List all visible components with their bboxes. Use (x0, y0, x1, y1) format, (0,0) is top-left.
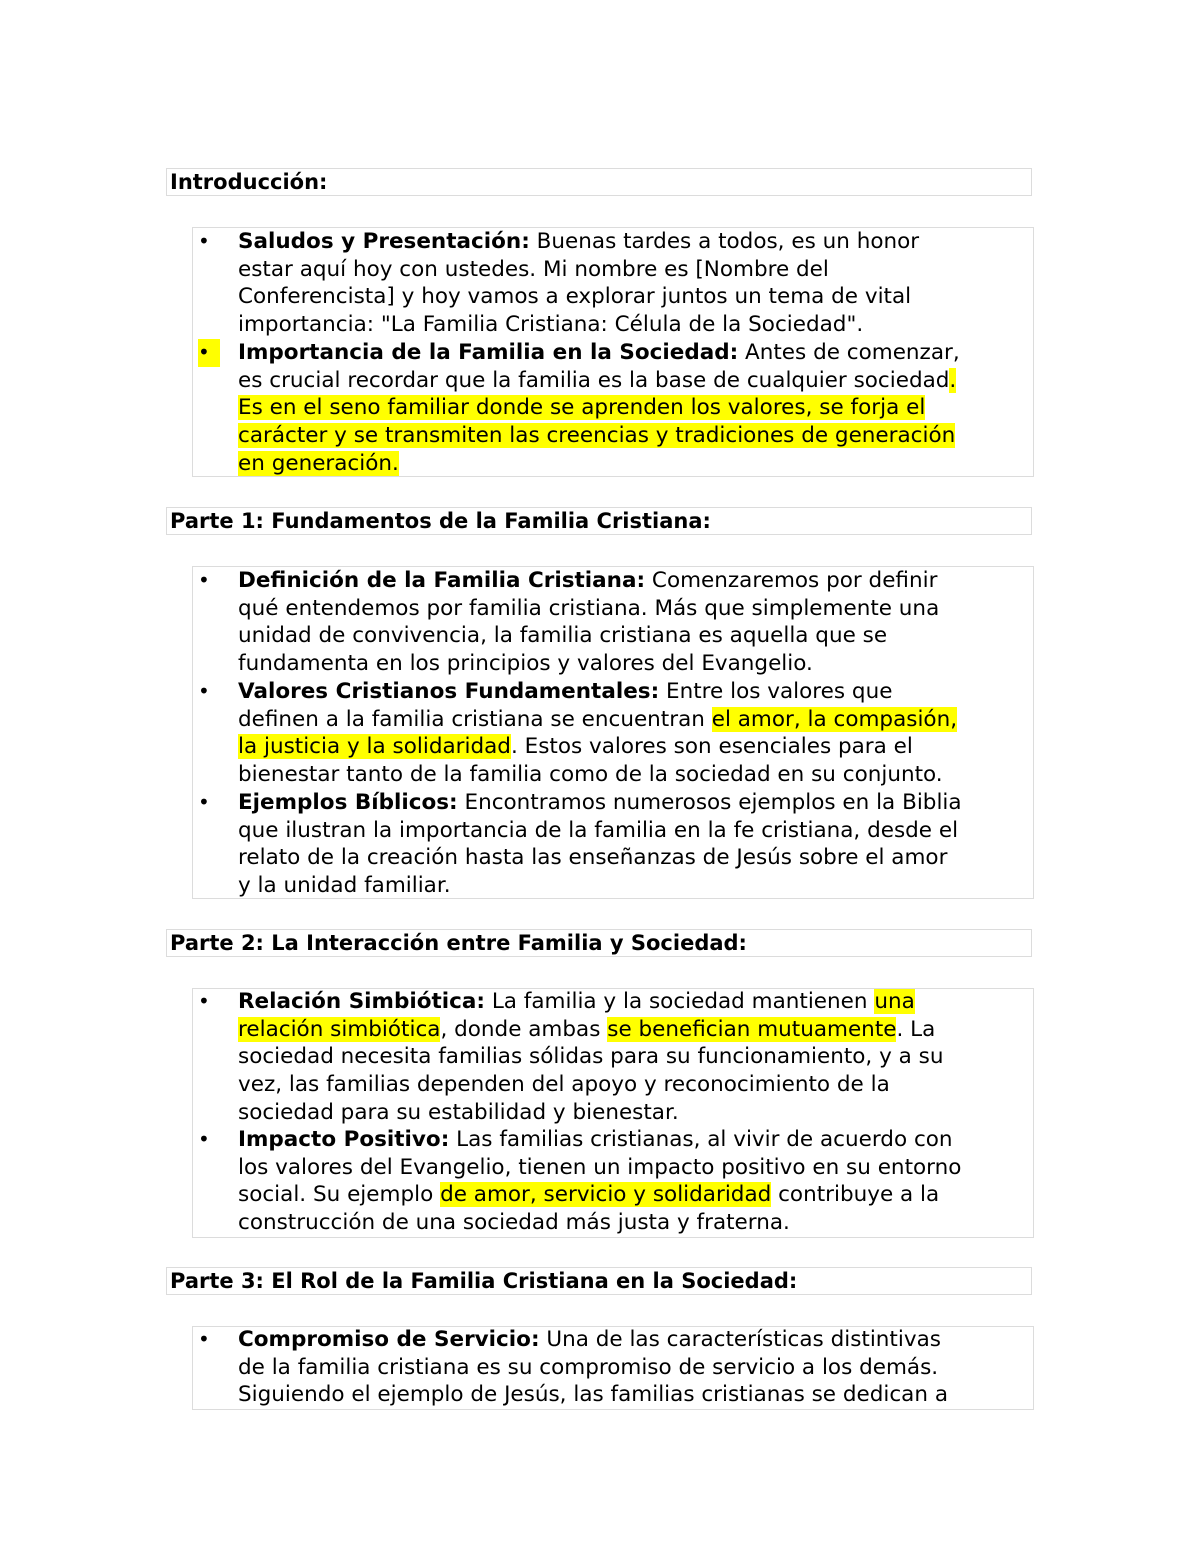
item-text: Conferencista] y hoy vamos a explorar juntos un tema de vital (238, 284, 912, 310)
list-item (238, 988, 1038, 1126)
item-text: construcción de una sociedad más justa y fraterna. (238, 1210, 790, 1236)
item-text: Antes de comenzar, (738, 340, 960, 365)
item-text: Comenzaremos por definir (645, 568, 938, 593)
bullet: • (198, 1127, 210, 1151)
item-text: unidad de convivencia, la familia cristiana es aquella que se (238, 623, 888, 649)
list-item (238, 1326, 1038, 1409)
section-heading-parte-2: Parte 2: La Interacción entre Familia y Sociedad: (170, 931, 747, 955)
item-text: social. Su ejemplo (238, 1182, 441, 1208)
item-title: Relación Simbiótica: (238, 989, 485, 1014)
highlighted-text: la justicia y la solidaridad (238, 734, 511, 760)
bullet: • (198, 339, 220, 367)
list-item (238, 567, 1038, 678)
bullet: • (198, 1327, 210, 1351)
highlighted-text: de amor, servicio y solidaridad (440, 1182, 772, 1208)
item-text: que ilustran la importancia de la familia en la fe cristiana, desde el (238, 817, 959, 843)
section-heading-introduccion: Introducción: (170, 170, 328, 194)
list-item (238, 339, 1038, 477)
item-title: Compromiso de Servicio: (238, 1327, 540, 1352)
section-heading-parte-1: Parte 1: Fundamentos de la Familia Cristiana: (170, 509, 711, 533)
highlighted-text: relación simbiótica (238, 1016, 441, 1042)
list-item (238, 228, 1038, 339)
item-title: Definición de la Familia Cristiana: (238, 568, 646, 593)
item-text: . La (896, 1016, 936, 1042)
highlighted-text: Es en el seno familiar donde se aprenden los valores, se forja el (238, 395, 926, 421)
item-text: Siguiendo el ejemplo de Jesús, las familias cristianas se dedican a (238, 1382, 948, 1408)
highlighted-text: una (874, 989, 915, 1014)
item-text: bienestar tanto de la familia como de la sociedad en su conjunto. (238, 762, 943, 788)
item-text: Encontramos numerosos ejemplos en la Biblia (457, 790, 962, 815)
bullet: • (198, 790, 210, 814)
item-text: es crucial recordar que la familia es la base de cualquier sociedad (238, 367, 950, 393)
highlighted-text: en generación. (238, 450, 399, 476)
item-text: Las familias cristianas, al vivir de acuerdo con (449, 1127, 953, 1152)
item-text: contribuye a la (771, 1182, 940, 1208)
list-item (238, 678, 1038, 789)
bullet: • (198, 568, 210, 592)
item-text: . Estos valores son esenciales para el (510, 734, 913, 760)
item-title: Importancia de la Familia en la Sociedad: (238, 340, 739, 365)
item-text: estar aquí hoy con ustedes. Mi nombre es [Nombre del (238, 256, 829, 282)
item-text: Buenas tardes a todos, es un honor (529, 229, 920, 254)
item-text: Una de las características distintivas (539, 1327, 941, 1352)
item-text: los valores del Evangelio, tienen un impacto positivo en su entorno (238, 1154, 962, 1180)
highlighted-text: carácter y se transmiten las creencias y tradiciones de generación (238, 423, 956, 449)
item-title: Saludos y Presentación: (238, 229, 530, 254)
item-text: y la unidad familiar. (238, 873, 451, 899)
item-text: La familia y la sociedad mantienen (484, 989, 875, 1014)
item-text: sociedad necesita familias sólidas para su funcionamiento, y a su (238, 1044, 944, 1070)
section-heading-parte-3: Parte 3: El Rol de la Familia Cristiana en la Sociedad: (170, 1269, 798, 1293)
item-title: Valores Cristianos Fundamentales: (238, 679, 660, 704)
bullet: • (198, 679, 210, 703)
item-text: de la familia cristiana es su compromiso de servicio a los demás. (238, 1354, 939, 1380)
list-item (238, 789, 1038, 900)
item-text: definen a la familia cristiana se encuentran (238, 706, 712, 732)
list-item (238, 1126, 1038, 1237)
item-title: Impacto Positivo: (238, 1127, 450, 1152)
item-text: Entre los valores que (659, 679, 893, 704)
highlighted-text: . (949, 367, 957, 393)
item-title: Ejemplos Bíblicos: (238, 790, 458, 815)
item-text: importancia: "La Familia Cristiana: Célula de la Sociedad". (238, 312, 864, 338)
highlighted-text: se benefician mutuamente (607, 1016, 897, 1042)
item-text: sociedad para su estabilidad y bienestar. (238, 1099, 679, 1125)
bullet: • (198, 989, 210, 1013)
item-text: qué entendemos por familia cristiana. Más que simplemente una (238, 595, 940, 621)
highlighted-text: el amor, la compasión, (711, 706, 958, 732)
item-text: , donde ambas (440, 1016, 608, 1042)
bullet: • (198, 229, 210, 253)
item-text: relato de la creación hasta las enseñanzas de Jesús sobre el amor (238, 845, 948, 871)
item-text: fundamenta en los principios y valores del Evangelio. (238, 651, 813, 677)
item-text: vez, las familias dependen del apoyo y reconocimiento de la (238, 1072, 890, 1098)
